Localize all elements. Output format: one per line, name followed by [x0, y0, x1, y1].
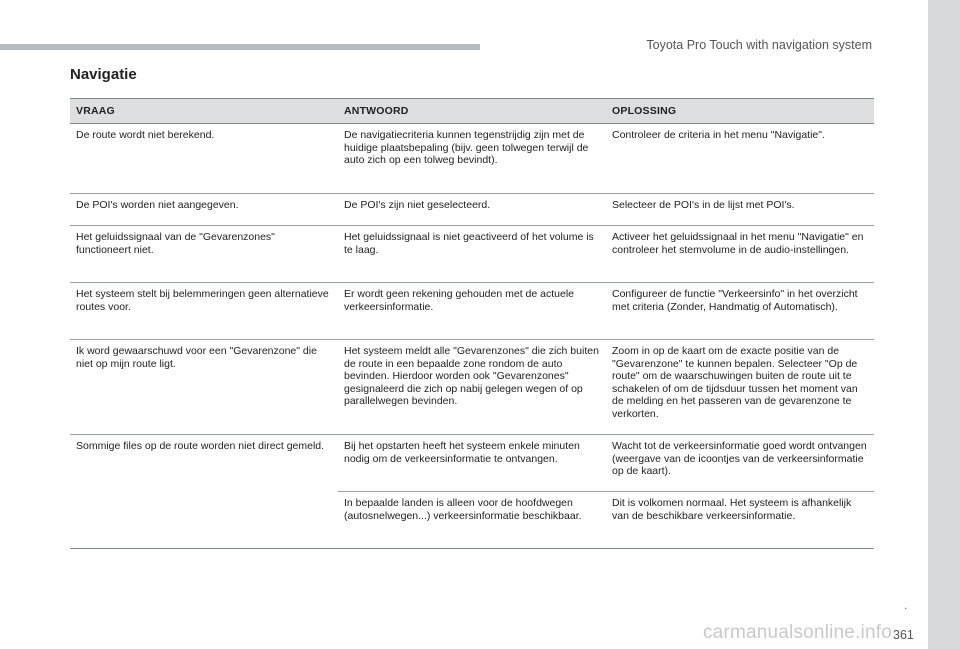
- table-row: [70, 435, 874, 492]
- cell-antwoord: Het systeem meldt alle "Gevarenzones" die zich buiten de route in een bepaalde zone rondom de auto bevinden. Hierdoor worden ook "Gevarenzones" gesignaleerd die zich op nabij gelegen wegen of op parallelwegen bevinden.: [338, 340, 606, 435]
- cell-oplossing: Activeer het geluidssignaal in het menu "Navigatie" en controleer het stemvolume in de audio-instellingen.: [606, 226, 874, 283]
- column-header-vraag: VRAAG: [70, 99, 338, 124]
- cell-oplossing: Configureer de functie "Verkeersinfo" in het overzicht met criteria (Zonder, Handmatig of Automatisch).: [606, 283, 874, 340]
- table-row: [70, 226, 874, 283]
- cell-vraag: Het geluidssignaal van de "Gevarenzones" functioneert niet.: [70, 226, 338, 283]
- cell-antwoord: De POI's zijn niet geselecteerd.: [338, 194, 606, 226]
- cell-antwoord: De navigatiecriteria kunnen tegenstrijdig zijn met de huidige plaatsbepaling (bijv. geen tolwegen terwijl de auto zich op een tolweg bevindt).: [344, 129, 589, 167]
- header-bar: [0, 44, 480, 50]
- troubleshooting-table: [70, 98, 874, 549]
- cell-oplossing: Selecteer de POI's in de lijst met POI's.: [606, 194, 874, 226]
- column-header-antwoord: ANTWOORD: [338, 99, 606, 124]
- page-edge-strip: [928, 0, 960, 649]
- cell-antwoord: Er wordt geen rekening gehouden met de actuele verkeersinformatie.: [338, 283, 606, 340]
- column-header-oplossing: OPLOSSING: [606, 99, 874, 124]
- page-marker-dot: .: [904, 598, 908, 612]
- cell-vraag: Het systeem stelt bij belemmeringen geen alternatieve routes voor.: [70, 283, 338, 340]
- table-row: [70, 492, 874, 549]
- cell-antwoord: Het geluidssignaal is niet geactiveerd of het volume is te laag.: [338, 226, 606, 283]
- table-row: [70, 194, 874, 226]
- cell-vraag: Sommige files op de route worden niet direct gemeld.: [70, 435, 338, 492]
- cell-antwoord: In bepaalde landen is alleen voor de hoofdwegen (autosnelwegen...) verkeersinformatie beschikbaar.: [338, 492, 606, 549]
- cell-oplossing: Zoom in op de kaart om de exacte positie van de "Gevarenzone" te kunnen bepalen. Selecteer "Op de route" om de waarschuwingen buiten de route uit te schakelen of om de tijdsduur tussen het moment van de melding en het passeren van de gevarenzone te verkorten.: [606, 340, 874, 435]
- page-number: 361: [893, 628, 914, 642]
- cell-vraag: [70, 492, 338, 549]
- table-row: [70, 340, 874, 435]
- table-header-row: [70, 99, 874, 124]
- cell-vraag: De POI's worden niet aangegeven.: [70, 194, 338, 226]
- cell-oplossing: Dit is volkomen normaal. Het systeem is afhankelijk van de beschikbare verkeersinformatie.: [606, 492, 874, 549]
- cell-vraag: Ik word gewaarschuwd voor een "Gevarenzone" die niet op mijn route ligt.: [70, 340, 338, 435]
- cell-oplossing: Controleer de criteria in het menu "Navigatie".: [612, 129, 825, 141]
- cell-antwoord: Bij het opstarten heeft het systeem enkele minuten nodig om de verkeersinformatie te ontvangen.: [338, 435, 606, 492]
- section-title: Navigatie: [70, 66, 137, 83]
- watermark: carmanualsonline.info: [702, 622, 892, 643]
- table-row: [70, 283, 874, 340]
- table-row: [70, 124, 874, 194]
- cell-oplossing: Wacht tot de verkeersinformatie goed wordt ontvangen (weergave van de icoontjes van de verkeersinformatie op de kaart).: [606, 435, 874, 492]
- cell-vraag: De route wordt niet berekend.: [76, 129, 215, 141]
- manual-title: Toyota Pro Touch with navigation system: [646, 38, 872, 52]
